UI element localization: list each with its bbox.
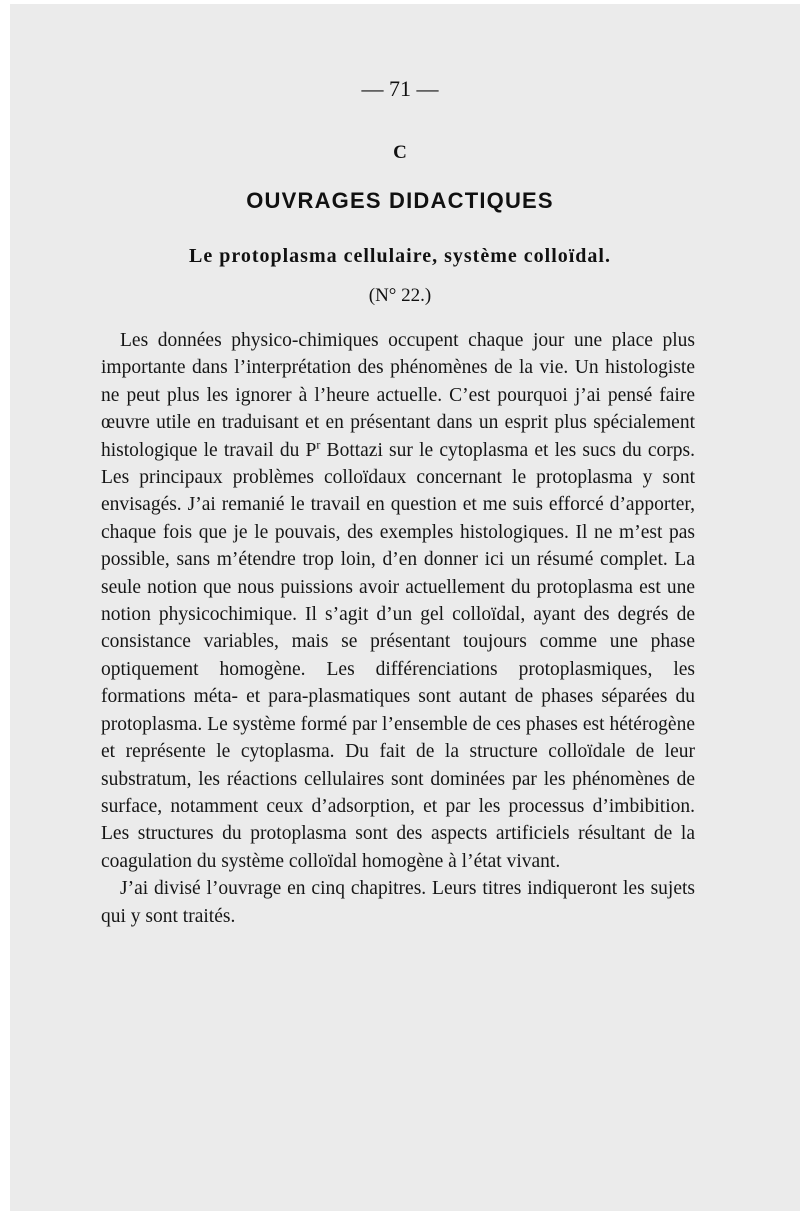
- page-number: — 71 —: [361, 76, 439, 101]
- paragraph-1-part-1: Les données physico-chimiques occupent chaque jour une place plus importante dans l’interprétation des phénomènes de la vie. Un histologiste ne peut plus les ignorer à l’heure actuelle. C’est pourquoi j’ai pensé faire œuvre utile en traduisant et en présentant dans un esprit plus spécialement histologique le travail du P: [101, 330, 695, 461]
- paragraph-1: [101, 327, 695, 875]
- paragraph-1-part-2: Bottazi sur le cytoplasma et les sucs du corps. Les principaux problèmes colloïdaux concernant le protoplasma y sont envisagés. J’ai remanié le travail en question et me suis efforcé d’apporter, chaque fois que je le pouvais, des exemples histologiques. Il ne m’est pas possible, sans m’étendre trop loin, d’en donner ici un résumé complet. La seule notion que nous puissions avoir actuellement du protoplasma est une notion physicochimique. Il s’agit d’un gel colloïdal, ayant des degrés de consistance variables, mais se présentant toujours comme une phase optiquement homogène. Les différenciations protoplasmiques, les formations méta- et para-plasmatiques sont autant de phases séparées du protoplasma. Le système formé par l’ensemble de ces phases est hétérogène et représente le cytoplasma. Du fait de la structure colloïdale de leur substratum, les réactions cellulaires sont dominées par les phénomènes de surface, notamment ceux d’adsorption, et par les processus d’imbibition. Les structures du protoplasma sont des aspects artificiels résultant de la coagulation du système colloïdal homogène à l’état vivant.: [101, 439, 695, 872]
- section-letter: C: [393, 142, 407, 163]
- work-title: Le protoplasma cellulaire, système colloïdal.: [188, 245, 611, 267]
- professor-superscript: r: [316, 437, 321, 452]
- section-title: OUVRAGES DIDACTIQUES: [246, 188, 554, 213]
- work-number: (N° 22.): [368, 285, 432, 306]
- paragraph-2: J’ai divisé l’ouvrage en cinq chapitres. Leurs titres indiqueront les sujets qui y sont traités.: [101, 878, 695, 927]
- body-text: [101, 327, 695, 930]
- document-page: [10, 4, 800, 1211]
